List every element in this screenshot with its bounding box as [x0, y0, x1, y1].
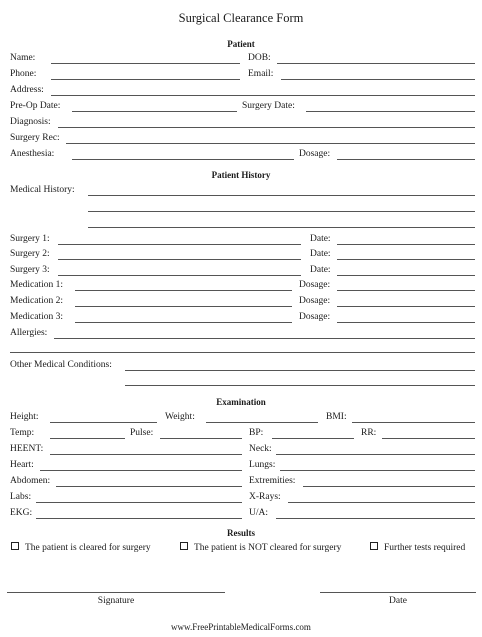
- medical-history-line-2[interactable]: [88, 211, 475, 212]
- surgery-2-date-field[interactable]: [337, 259, 475, 260]
- surgery-rec-field[interactable]: [66, 143, 475, 144]
- cleared-label: The patient is cleared for surgery: [25, 543, 151, 553]
- weight-field[interactable]: [206, 422, 318, 423]
- medication-3-field[interactable]: [75, 322, 292, 323]
- medical-history-line-1[interactable]: [88, 195, 475, 196]
- medication-3-label: Medication 3:: [10, 312, 64, 322]
- dob-field[interactable]: [277, 63, 475, 64]
- surgery-3-field[interactable]: [58, 275, 301, 276]
- section-patient-history: Patient History: [211, 170, 271, 180]
- anesthesia-field[interactable]: [72, 159, 294, 160]
- height-field[interactable]: [50, 422, 157, 423]
- abdomen-field[interactable]: [56, 486, 242, 487]
- dob-label: DOB:: [248, 53, 271, 63]
- name-label: Name:: [10, 53, 36, 63]
- neck-label: Neck:: [249, 444, 272, 454]
- email-field[interactable]: [281, 79, 475, 80]
- medication-3-dosage-field[interactable]: [337, 322, 475, 323]
- not-cleared-checkbox[interactable]: [180, 542, 188, 550]
- surgery-2-label: Surgery 2:: [10, 249, 50, 259]
- lungs-label: Lungs:: [249, 460, 276, 470]
- diagnosis-label: Diagnosis:: [10, 117, 51, 127]
- height-label: Height:: [10, 412, 39, 422]
- anesthesia-dosage-label: Dosage:: [299, 149, 331, 159]
- heart-label: Heart:: [10, 460, 34, 470]
- extremities-field[interactable]: [303, 486, 475, 487]
- address-field[interactable]: [51, 95, 475, 96]
- address-label: Address:: [10, 85, 44, 95]
- bp-field[interactable]: [272, 438, 354, 439]
- surgery-3-date-label: Date:: [310, 265, 331, 275]
- signature-date-line[interactable]: [320, 592, 476, 593]
- not-cleared-label: The patient is NOT cleared for surgery: [194, 543, 342, 553]
- bp-label: BP:: [249, 428, 264, 438]
- abdomen-label: Abdomen:: [10, 476, 51, 486]
- surgery-3-date-field[interactable]: [337, 275, 475, 276]
- signature-date-label: Date: [389, 596, 407, 606]
- bmi-field[interactable]: [352, 422, 475, 423]
- signature-line[interactable]: [7, 592, 225, 593]
- surgery-1-label: Surgery 1:: [10, 234, 50, 244]
- neck-field[interactable]: [276, 454, 475, 455]
- section-results: Results: [226, 528, 255, 538]
- medication-2-dosage-field[interactable]: [337, 306, 475, 307]
- bmi-label: BMI:: [326, 412, 347, 422]
- temp-label: Temp:: [10, 428, 35, 438]
- weight-label: Weight:: [165, 412, 195, 422]
- allergies-label: Allergies:: [10, 328, 48, 338]
- medication-2-dosage-label: Dosage:: [299, 296, 331, 306]
- medical-history-line-3[interactable]: [88, 227, 475, 228]
- medication-2-label: Medication 2:: [10, 296, 64, 306]
- medication-1-label: Medication 1:: [10, 280, 64, 290]
- cleared-checkbox[interactable]: [11, 542, 19, 550]
- temp-field[interactable]: [50, 438, 125, 439]
- footer-website: www.FreePrintableMedicalForms.com: [171, 622, 311, 632]
- preop-date-label: Pre-Op Date:: [10, 101, 61, 111]
- further-tests-option[interactable]: [370, 542, 465, 554]
- not-cleared-option[interactable]: [180, 542, 341, 554]
- name-field[interactable]: [51, 63, 240, 64]
- rr-label: RR:: [361, 428, 377, 438]
- surgery-rec-label: Surgery Rec:: [10, 133, 60, 143]
- signature-label: Signature: [97, 596, 135, 606]
- medical-history-label: Medical History:: [10, 185, 75, 195]
- surgery-2-field[interactable]: [58, 259, 301, 260]
- surgery-1-field[interactable]: [58, 244, 301, 245]
- surgery-3-label: Surgery 3:: [10, 265, 50, 275]
- labs-label: Labs:: [10, 492, 32, 502]
- xrays-field[interactable]: [288, 502, 475, 503]
- ekg-label: EKG:: [10, 508, 33, 518]
- surgery-date-field[interactable]: [306, 111, 475, 112]
- pulse-label: Pulse:: [130, 428, 154, 438]
- phone-label: Phone:: [10, 69, 37, 79]
- surgery-1-date-field[interactable]: [337, 244, 475, 245]
- phone-field[interactable]: [51, 79, 240, 80]
- other-conditions-field-2[interactable]: [125, 385, 475, 386]
- ua-label: U/A:: [249, 508, 268, 518]
- surgery-1-date-label: Date:: [310, 234, 331, 244]
- ekg-field[interactable]: [36, 518, 242, 519]
- medication-3-dosage-label: Dosage:: [299, 312, 331, 322]
- further-tests-checkbox[interactable]: [370, 542, 378, 550]
- cleared-option[interactable]: [11, 542, 151, 554]
- email-label: Email:: [248, 69, 274, 79]
- preop-date-field[interactable]: [72, 111, 237, 112]
- diagnosis-field[interactable]: [58, 127, 475, 128]
- surgery-date-label: Surgery Date:: [242, 101, 295, 111]
- section-examination: Examination: [216, 397, 266, 407]
- anesthesia-dosage-field[interactable]: [337, 159, 475, 160]
- allergies-field-line-2[interactable]: [10, 352, 475, 353]
- other-conditions-label: Other Medical Conditions:: [10, 360, 112, 370]
- heent-label: HEENT:: [10, 444, 44, 454]
- heent-field[interactable]: [50, 454, 242, 455]
- allergies-field-line-1[interactable]: [54, 338, 475, 339]
- medication-1-field[interactable]: [75, 290, 292, 291]
- anesthesia-label: Anesthesia:: [10, 149, 55, 159]
- other-conditions-field-1[interactable]: [125, 370, 475, 371]
- medication-1-dosage-field[interactable]: [337, 290, 475, 291]
- surgery-2-date-label: Date:: [310, 249, 331, 259]
- further-tests-label: Further tests required: [384, 543, 466, 553]
- extremities-label: Extremities:: [249, 476, 296, 486]
- heart-field[interactable]: [40, 470, 242, 471]
- lungs-field[interactable]: [280, 470, 475, 471]
- medication-1-dosage-label: Dosage:: [299, 280, 331, 290]
- xrays-label: X-Rays:: [249, 492, 281, 502]
- pulse-field[interactable]: [160, 438, 242, 439]
- labs-field[interactable]: [36, 502, 242, 503]
- rr-field[interactable]: [382, 438, 475, 439]
- ua-field[interactable]: [276, 518, 475, 519]
- form-title: Surgical Clearance Form: [178, 11, 304, 25]
- medication-2-field[interactable]: [75, 306, 292, 307]
- section-patient: Patient: [227, 39, 255, 49]
